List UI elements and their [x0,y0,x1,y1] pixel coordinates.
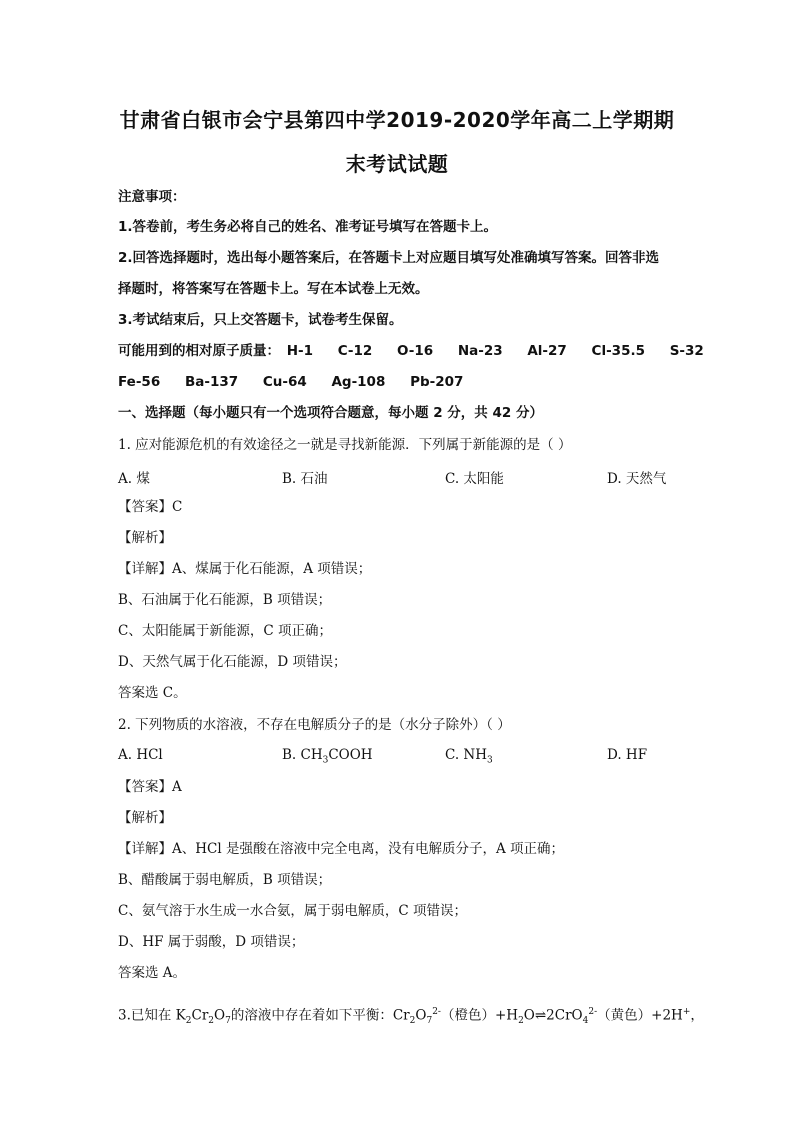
question-1-detail-4: D、天然气属于化石能源，D 项错误； [118,654,347,670]
question-1-detail-3: C、太阳能属于新能源，C 项正确； [118,623,332,639]
question-2-stem: 2. 下列物质的水溶液，不存在电解质分子的是（水分子除外）（ ） [118,717,511,733]
question-2-detail-2: B、醋酸属于弱电解质，B 项错误； [118,872,332,888]
question-2-detail-4: D、HF 属于弱酸，D 项错误； [118,934,305,950]
atomic-mass-row-2 [118,373,483,391]
question-1-stem: 1. 应对能源危机的有效途径之一就是寻找新能源．下列属于新能源的是（ ） [118,437,572,453]
atomic-mass-item: C-12 [337,343,373,359]
question-1-detail-1: 【详解】A、煤属于化石能源，A 项错误； [118,561,372,577]
question-1-analysis-label: 【解析】 [118,530,172,546]
atomic-mass-row-1 [118,342,724,360]
question-2-conclusion: 答案选 A。 [118,965,187,981]
question-2-option-b: B. $CH_3COOH$ [282,747,373,766]
notice-item-2: 2.回答选择题时，选出每小题答案后，在答题卡上对应题目填写处准确填写答案。回答非选 [118,250,660,266]
atomic-mass-item: Na-23 [457,343,503,359]
atomic-mass-label: 可能用到的相对原子质量： [118,343,280,359]
atomic-mass-item: Pb-207 [410,374,464,390]
atomic-mass-item: Cl-35.5 [591,343,645,359]
question-1-option-d: D. 天然气 [607,471,667,487]
question-2-option-c: C. $NH_3$ [445,747,493,766]
notice-item-3: 3.考试结束后，只上交答题卡，试卷考生保留。 [118,312,403,328]
question-1-option-c: C. 太阳能 [445,471,504,487]
atomic-mass-item: Ba-137 [184,374,239,390]
page-title-line1: 甘肃省白银市会宁县第四中学2019-2020学年高二上学期期 [119,108,675,132]
question-1-conclusion: 答案选 C。 [118,685,187,701]
atomic-mass-item: S-32 [669,343,704,359]
section-heading: 一、选择题（每小题只有一个选项符合题意，每小题 2 分，共 42 分） [118,405,543,421]
question-1-detail-2: B、石油属于化石能源，B 项错误； [118,592,332,608]
question-2-option-a: A. HCl [118,747,163,763]
notice-item-2-cont: 择题时，将答案写在答题卡上。写在本试卷上无效。 [118,281,429,297]
question-2-answer: 【答案】A [118,779,182,795]
question-2-detail-3: C、氨气溶于水生成一水合氨，属于弱电解质，C 项错误； [118,903,467,919]
notice-heading: 注意事项： [118,189,186,205]
question-1-option-a: A. 煤 [118,471,150,487]
atomic-mass-item: O-16 [397,343,434,359]
question-2-detail-1: 【详解】A、HCl 是强酸在溶液中完全电离，没有电解质分子，A 项正确； [118,841,565,857]
notice-item-1: 1.答卷前，考生务必将自己的姓名、准考证号填写在答题卡上。 [118,219,498,235]
atomic-mass-item: Ag-108 [331,374,386,390]
question-2-analysis-label: 【解析】 [118,810,172,826]
question-3-stem: 3.已知在 $K_2Cr_2O_7$的溶液中存在着如下平衡：$Cr_2O_7^{2-}$（橙色）$+H_2O\rightleftharpoons 2CrO_4^{2-}$（黄色）+2H+， [118,1007,704,1027]
question-1-option-b: B. 石油 [282,471,328,487]
question-2-option-d: D. HF [607,747,648,763]
question-1-answer: 【答案】C [118,499,183,515]
atomic-mass-item: Fe-56 [118,374,161,390]
atomic-mass-item: Cu-64 [262,374,307,390]
atomic-mass-item: H-1 [286,343,313,359]
atomic-mass-item: Al-27 [527,343,567,359]
page-title-line2: 末考试试题 [345,152,449,176]
